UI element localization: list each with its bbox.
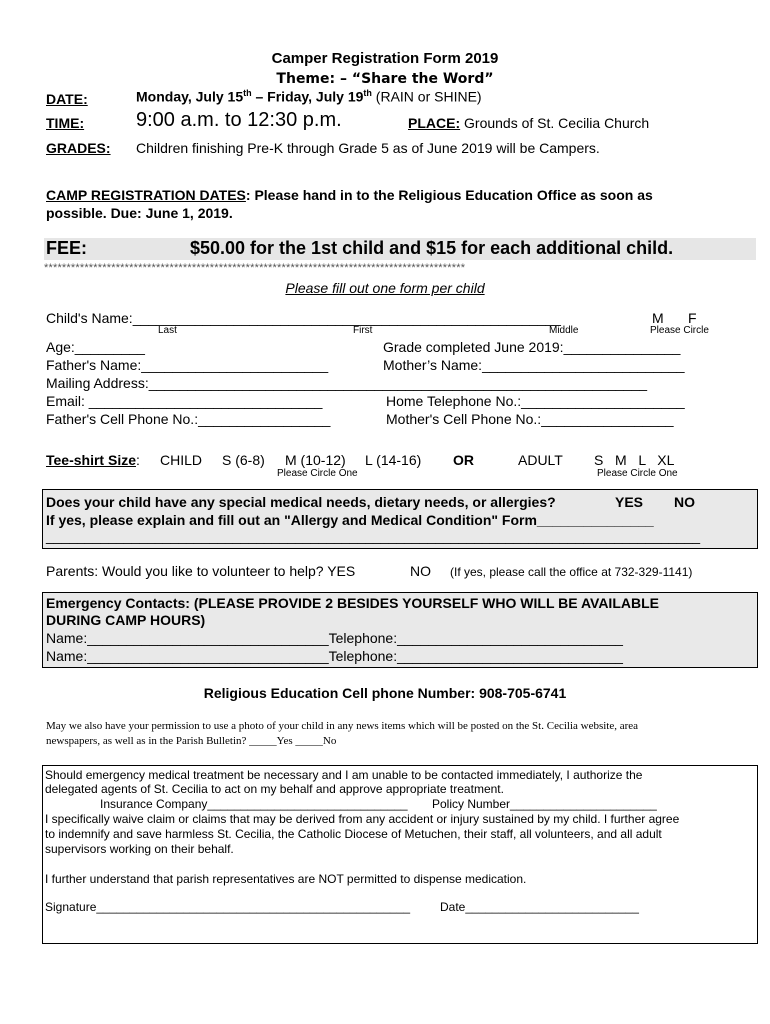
- emergency-contact-1[interactable]: Name:_______________________________Telephone:_____________________________: [46, 630, 623, 646]
- fee-label: FEE:: [46, 238, 88, 258]
- consent-line-6: supervisors working on their behalf.: [45, 842, 234, 856]
- consent-line-1: Should emergency medical treatment be necessary and I am unable to be contacted immediately, I authorize the: [45, 768, 643, 782]
- tshirt-child-l[interactable]: L (14-16): [365, 452, 422, 468]
- emergency-heading-1: Emergency Contacts: (PLEASE PROVIDE 2 BESIDES YOURSELF WHO WILL BE AVAILABLE: [46, 595, 659, 611]
- tshirt-label: Tee-shirt Size:: [46, 452, 140, 468]
- please-circle-caption: Please Circle: [650, 325, 709, 336]
- emergency-contact-2[interactable]: Name:_______________________________Telephone:_____________________________: [46, 648, 623, 664]
- grades-value: Children finishing Pre-K through Grade 5 as of June 2019 will be Campers.: [136, 140, 600, 156]
- stars-divider: **********************************************************************************************: [44, 262, 466, 274]
- signature-field[interactable]: Signature_______________________________________________: [45, 900, 411, 914]
- insurance-company-field[interactable]: Insurance Company______________________________: [100, 797, 408, 811]
- page-theme: Theme: – “Share the Word”: [276, 71, 494, 87]
- date-field[interactable]: Date__________________________: [440, 900, 639, 914]
- grade-field[interactable]: Grade completed June 2019:_______________: [383, 339, 681, 355]
- consent-line-4: I specifically waive claim or claims that may be derived from any accident or injury sustained by my child. I further agree: [45, 812, 680, 826]
- age-field[interactable]: Age:_________: [46, 339, 145, 355]
- tshirt-adult: ADULT: [518, 452, 563, 468]
- time-label: TIME:: [46, 115, 85, 131]
- medical-explain[interactable]: If yes, please explain and fill out an "Allergy and Medical Condition" Form_______________: [46, 512, 654, 528]
- medical-yes[interactable]: YES: [615, 494, 644, 510]
- consent-line-5: to indemnify and save harmless St. Cecilia, the Catholic Diocese of Metuchen, their staff, all volunteers, and all adult: [45, 827, 662, 841]
- medical-no[interactable]: NO: [674, 494, 695, 510]
- gender-f[interactable]: F: [688, 310, 697, 326]
- fee-value: $50.00 for the 1st child and $15 for each additional child.: [190, 238, 674, 258]
- mother-cell-field[interactable]: Mother's Cell Phone No.:_________________: [386, 411, 674, 427]
- volunteer-question[interactable]: Parents: Would you like to volunteer to help? YES: [46, 563, 356, 579]
- tshirt-child-s[interactable]: S (6-8): [222, 452, 265, 468]
- gender-m[interactable]: M: [652, 310, 664, 326]
- father-cell-field[interactable]: Father's Cell Phone No.:_________________: [46, 411, 331, 427]
- time-value: 9:00 a.m. to 12:30 p.m.: [136, 109, 342, 131]
- tshirt-or: OR: [453, 452, 474, 468]
- tshirt-circle-adult: Please Circle One: [597, 468, 678, 479]
- mother-name-field[interactable]: Mother’s Name:__________________________: [383, 357, 685, 373]
- page-title: Camper Registration Form 2019: [271, 50, 499, 67]
- date-label: DATE:: [46, 91, 88, 107]
- father-name-field[interactable]: Father's Name:________________________: [46, 357, 329, 373]
- registration-line-1: CAMP REGISTRATION DATES: Please hand in to the Religious Education Office as soon as: [46, 187, 653, 203]
- place-value: Grounds of St. Cecilia Church: [460, 115, 650, 131]
- form-instruction: Please fill out one form per child: [285, 280, 485, 296]
- photo-permission-1: May we also have your permission to use a photo of your child in any news items which will be posted on the St. Cecilia website, area: [46, 720, 639, 732]
- medical-question: Does your child have any special medical needs, dietary needs, or allergies?: [46, 494, 556, 510]
- grades-label: GRADES:: [46, 140, 111, 156]
- policy-number-field[interactable]: Policy Number______________________: [432, 797, 657, 811]
- home-phone-field[interactable]: Home Telephone No.:_____________________: [386, 393, 685, 409]
- medical-line[interactable]: ____________________________________________________________________________________: [46, 528, 701, 544]
- last-caption: Last: [158, 325, 177, 336]
- tshirt-adult-sizes[interactable]: S M L XL: [594, 452, 675, 468]
- mailing-address-field[interactable]: Mailing Address:________________________________________________________________: [46, 375, 648, 391]
- photo-permission-2[interactable]: newspapers, as well as in the Parish Bulletin? _____Yes _____No: [46, 735, 337, 747]
- place-label: PLACE:: [408, 115, 461, 131]
- volunteer-no[interactable]: NO: [410, 563, 431, 579]
- consent-line-2: delegated agents of St. Cecilia to act on my behalf and approve appropriate treatment.: [45, 782, 504, 796]
- tshirt-child: CHILD: [160, 452, 203, 468]
- child-name-field[interactable]: Child's Name:_______________________________________________________: [46, 310, 561, 326]
- date-value: Monday, July 15th – Friday, July 19th (RAIN or SHINE): [136, 88, 482, 105]
- emergency-heading-2: DURING CAMP HOURS): [46, 612, 206, 628]
- tshirt-circle-child: Please Circle One: [277, 468, 358, 479]
- first-caption: First: [353, 325, 373, 336]
- place: [408, 115, 649, 131]
- consent-line-7: I further understand that parish representatives are NOT permitted to dispense medication.: [45, 872, 527, 886]
- tshirt-child-m[interactable]: M (10-12): [285, 452, 346, 468]
- registration-line-2: possible. Due: June 1, 2019.: [46, 205, 233, 221]
- email-field[interactable]: Email: ______________________________: [46, 393, 323, 409]
- cell-phone-number: Religious Education Cell phone Number: 908-705-6741: [203, 685, 567, 701]
- volunteer-note: (If yes, please call the office at 732-329-1141): [450, 565, 693, 579]
- middle-caption: Middle: [549, 325, 579, 336]
